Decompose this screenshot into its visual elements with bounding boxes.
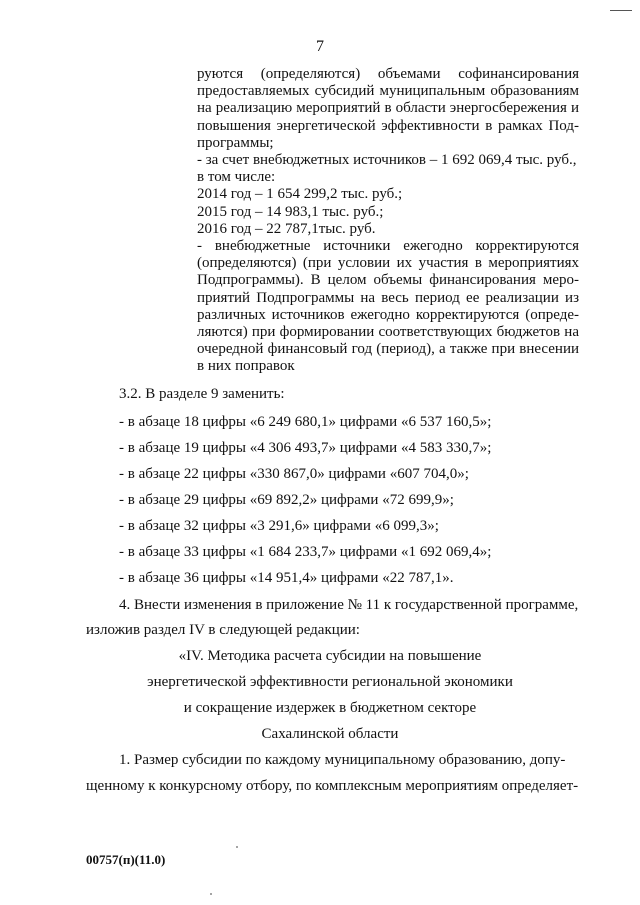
section-iv-title-line: энергетической эффективности региональной экономики bbox=[147, 674, 513, 690]
extra-budget-total: - за счет внебюджетных источников – 1 692 069,4 тыс. руб., bbox=[197, 152, 577, 169]
section-4-line: 4. Внести изменения в приложение № 11 к государственной программе, bbox=[119, 597, 579, 613]
quote-line: (определяются) (при условии их участия в мероприятиях bbox=[197, 255, 579, 272]
quote-line: руются (определяются) объемами софинансирования bbox=[197, 66, 579, 82]
replacement-item: - в абзаце 32 цифры «3 291,6» цифрами «6 099,3»; bbox=[119, 518, 439, 534]
paragraph-1-line: щенному к конкурсному отбору, по комплексным мероприятиям определяет- bbox=[86, 778, 579, 794]
section-3-2-heading: 3.2. В разделе 9 заменить: bbox=[119, 386, 285, 402]
replacement-item: - в абзаце 19 цифры «4 306 493,7» цифрами «4 583 330,7»; bbox=[119, 440, 492, 456]
quote-line: - внебюджетные источники ежегодно корректируются bbox=[197, 238, 579, 255]
quote-line: программы; bbox=[197, 134, 274, 151]
quote-line: Подпрограммы). В целом объемы финансирования меро- bbox=[197, 272, 579, 289]
replacement-item: - в абзаце 29 цифры «69 892,2» цифрами «72 699,9»; bbox=[119, 492, 454, 508]
scan-corner-mark bbox=[610, 10, 632, 11]
quote-line: повышения энергетической эффективности в рамках Под- bbox=[197, 117, 579, 134]
replacement-item: - в абзаце 33 цифры «1 684 233,7» цифрами «1 692 069,4»; bbox=[119, 544, 492, 560]
section-iv-title-line: «IV. Методика расчета субсидии на повышение bbox=[178, 648, 482, 664]
section-iv-title-line: и сокращение издержек в бюджетном секторе bbox=[183, 700, 477, 716]
scan-speck bbox=[236, 846, 238, 848]
quoted-financing-block bbox=[197, 66, 579, 376]
replacement-item: - в абзаце 18 цифры «6 249 680,1» цифрами «6 537 160,5»; bbox=[119, 414, 492, 430]
page-number: 7 bbox=[316, 38, 324, 55]
year-2014-amount: 2014 год – 1 654 299,2 тыс. руб.; bbox=[197, 186, 403, 203]
quote-line: в них поправок bbox=[197, 358, 295, 375]
quote-line: очередной финансовый год (период), а также при внесении bbox=[197, 341, 579, 358]
quote-line: ляются) при формировании соответствующих бюджетов на bbox=[197, 324, 579, 341]
section-4-line: изложив раздел IV в следующей редакции: bbox=[86, 622, 360, 638]
section-iv-title-line: Сахалинской области bbox=[261, 726, 399, 742]
year-2015-amount: 2015 год – 14 983,1 тыс. руб.; bbox=[197, 203, 384, 220]
quote-line: на реализацию мероприятий в области энергосбережения и bbox=[197, 100, 579, 117]
scan-speck bbox=[210, 893, 212, 895]
document-code: 00757(п)(11.0) bbox=[86, 852, 166, 867]
replacement-item: - в абзаце 22 цифры «330 867,0» цифрами «607 704,0»; bbox=[119, 466, 469, 482]
quote-line: приятий Подпрограммы на весь период ее реализации из bbox=[197, 289, 579, 306]
quote-line: в том числе: bbox=[197, 169, 276, 186]
quote-line: различных источников ежегодно корректируются (опреде- bbox=[197, 306, 579, 323]
quote-line: предоставляемых субсидий муниципальным образованиям bbox=[197, 83, 579, 100]
paragraph-1-line: 1. Размер субсидии по каждому муниципальному образованию, допу- bbox=[119, 752, 566, 768]
replacement-item: - в абзаце 36 цифры «14 951,4» цифрами «22 787,1». bbox=[119, 570, 454, 586]
year-2016-amount: 2016 год – 22 787,1тыс. руб. bbox=[197, 220, 376, 237]
